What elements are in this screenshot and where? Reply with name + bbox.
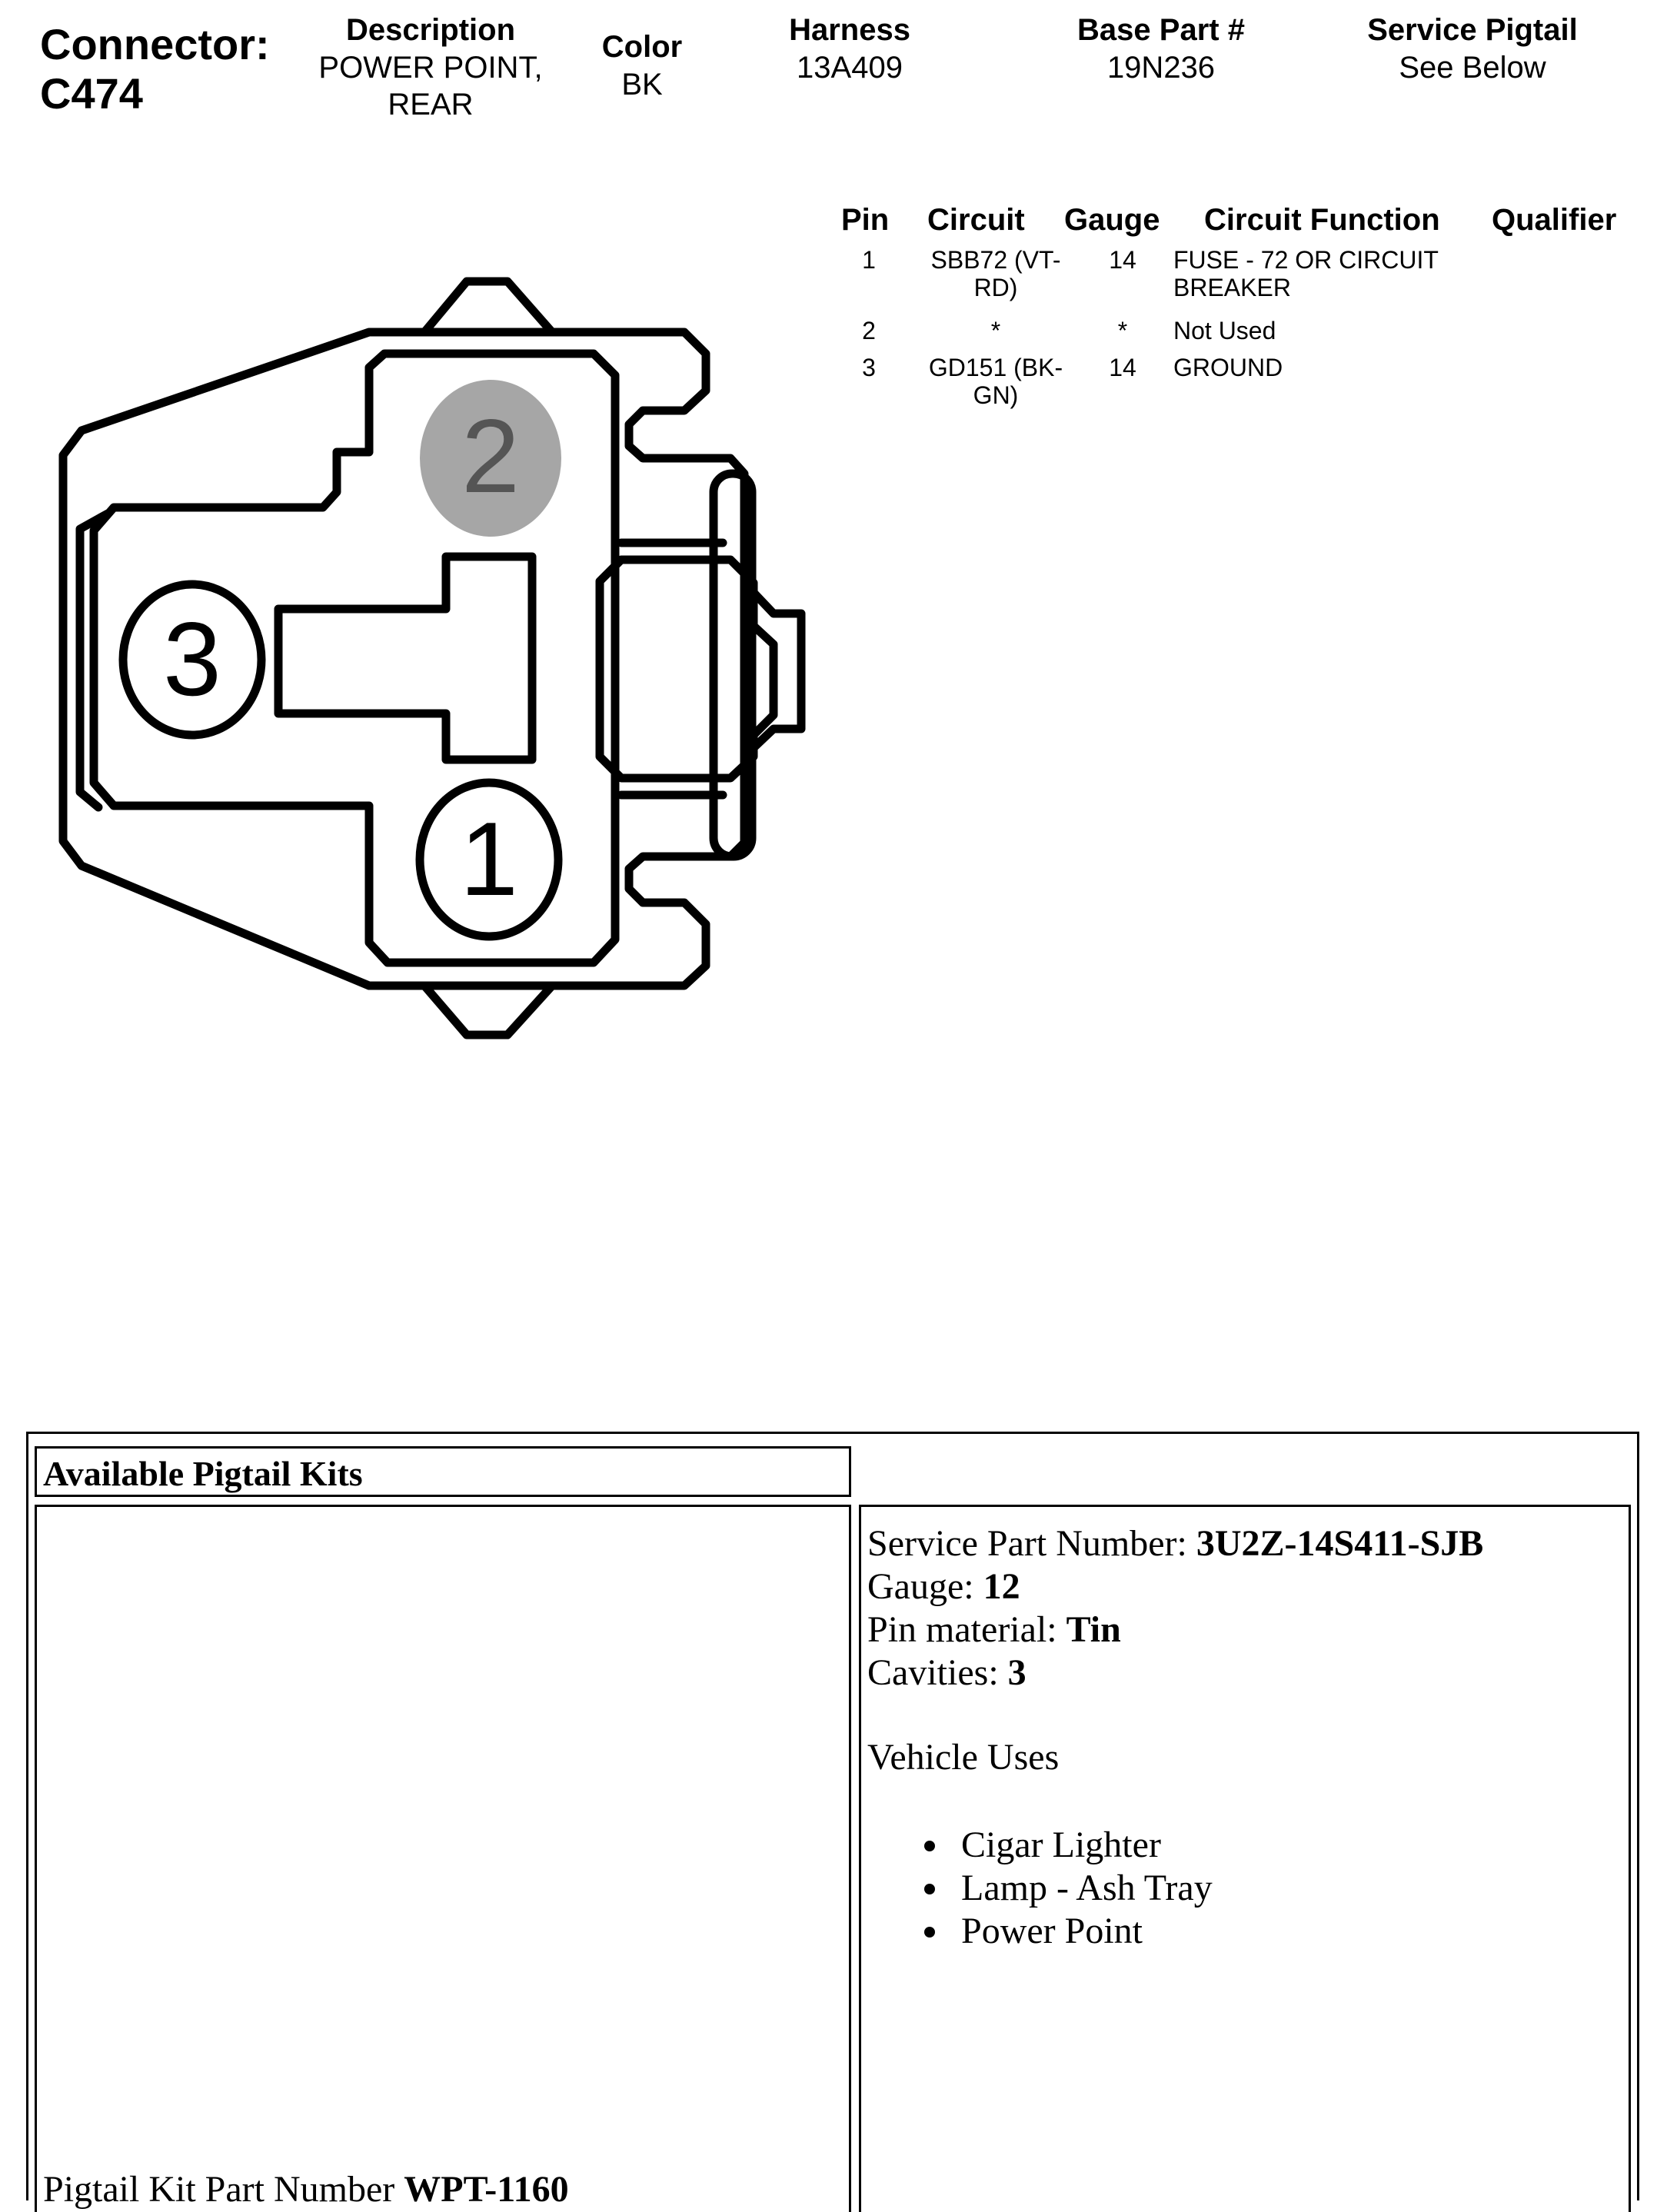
function-cell xyxy=(1173,246,1496,301)
bullet-icon xyxy=(924,1884,935,1894)
function-cell: Not Used xyxy=(1173,317,1276,344)
qualifier-header: Qualifier xyxy=(1492,203,1617,237)
top-latch xyxy=(424,281,552,332)
gauge-cell: * xyxy=(1117,317,1128,344)
base-part-value: 19N236 xyxy=(1106,51,1216,85)
circuit-line2: GN) xyxy=(973,381,1019,409)
harness-value: 13A409 xyxy=(797,51,903,85)
circuit-cell: * xyxy=(990,317,1001,344)
pin-header: Pin xyxy=(841,203,890,237)
pin-table xyxy=(838,203,1638,415)
gauge-value: 12 xyxy=(983,1566,1020,1607)
gauge-header: Gauge xyxy=(1064,203,1160,237)
circuit-line1: GD151 (BK- xyxy=(928,354,1063,381)
connector-id: C474 xyxy=(40,69,143,118)
list-item xyxy=(961,1867,1483,1910)
kit-spec-cell xyxy=(859,1505,1631,2212)
gauge-line xyxy=(867,1565,1483,1608)
kit-part-number xyxy=(43,2168,569,2210)
pigtail-kits-table xyxy=(26,1432,1639,2210)
color-heading: Color xyxy=(601,30,683,64)
table-row xyxy=(838,354,1638,415)
center-key xyxy=(278,557,532,760)
pin-cell: 1 xyxy=(862,246,876,274)
base-part-heading: Base Part # xyxy=(1077,13,1245,47)
pin-cell: 3 xyxy=(862,354,876,381)
kit-part-label: Pigtail Kit Part Number xyxy=(43,2169,404,2210)
kit-spec xyxy=(867,1522,1483,1953)
harness-heading: Harness xyxy=(789,13,910,47)
description-column xyxy=(308,11,554,123)
pin-material-label: Pin material: xyxy=(867,1609,1066,1650)
bullet-icon xyxy=(924,1927,935,1938)
kit-image-cell xyxy=(35,1505,851,2212)
circuit-cell xyxy=(915,354,1076,409)
pin-2-label: 2 xyxy=(461,397,520,514)
kits-title: Available Pigtail Kits xyxy=(43,1454,363,1493)
service-pigtail-heading: Service Pigtail xyxy=(1367,13,1578,47)
gauge-label: Gauge: xyxy=(867,1566,983,1607)
circuit-header: Circuit xyxy=(927,203,1025,237)
list-item xyxy=(961,1824,1483,1867)
pin-1-label: 1 xyxy=(460,800,518,917)
cavities-label: Cavities: xyxy=(867,1652,1008,1693)
pin-cell: 2 xyxy=(862,317,876,344)
table-row xyxy=(838,317,1638,354)
description-line1: POWER POINT, xyxy=(318,51,543,85)
table-row xyxy=(838,246,1638,317)
function-line1: FUSE - 72 OR CIRCUIT xyxy=(1173,246,1439,274)
service-part-number xyxy=(867,1522,1483,1565)
list-item xyxy=(961,1910,1483,1953)
bottom-latch xyxy=(424,986,552,1035)
vehicle-use-text: Power Point xyxy=(961,1911,1143,1951)
vehicle-use-text: Lamp - Ash Tray xyxy=(961,1868,1213,1908)
description-line2: REAR xyxy=(388,88,474,121)
vehicle-use-text: Cigar Lighter xyxy=(961,1824,1161,1865)
color-column xyxy=(584,28,700,103)
bullet-icon xyxy=(924,1841,935,1851)
color-value: BK xyxy=(621,68,663,101)
gauge-cell: 14 xyxy=(1109,246,1136,274)
service-pigtail-column xyxy=(1338,11,1607,86)
circuit-function-header: Circuit Function xyxy=(1204,203,1440,237)
pin-material-value: Tin xyxy=(1066,1609,1121,1650)
function-cell: GROUND xyxy=(1173,354,1283,381)
service-pigtail-value: See Below xyxy=(1399,51,1546,85)
description-heading: Description xyxy=(345,13,516,47)
gauge-cell: 14 xyxy=(1109,354,1136,381)
pin-material-line xyxy=(867,1608,1483,1652)
service-part-value: 3U2Z-14S411-SJB xyxy=(1196,1523,1484,1564)
connector-label: Connector: xyxy=(40,20,270,68)
connector-face-diagram xyxy=(46,269,815,1053)
service-part-label: Service Part Number: xyxy=(867,1523,1196,1564)
cavities-line xyxy=(867,1652,1483,1695)
vehicle-uses-title: Vehicle Uses xyxy=(867,1737,1060,1778)
pin-table-header xyxy=(838,203,1638,246)
cavities-value: 3 xyxy=(1007,1652,1026,1693)
kit-part-value: WPT-1160 xyxy=(404,2169,569,2210)
circuit-line2: RD) xyxy=(973,274,1018,301)
pin-3-label: 3 xyxy=(163,600,221,717)
kits-title-cell xyxy=(35,1446,851,1497)
base-part-column xyxy=(1046,11,1276,86)
circuit-cell xyxy=(915,246,1076,301)
connector-title xyxy=(40,20,270,118)
circuit-line1: SBB72 (VT- xyxy=(930,246,1061,274)
vehicle-uses-list xyxy=(867,1824,1483,1953)
harness-column xyxy=(754,11,946,86)
function-line2: BREAKER xyxy=(1173,274,1291,301)
